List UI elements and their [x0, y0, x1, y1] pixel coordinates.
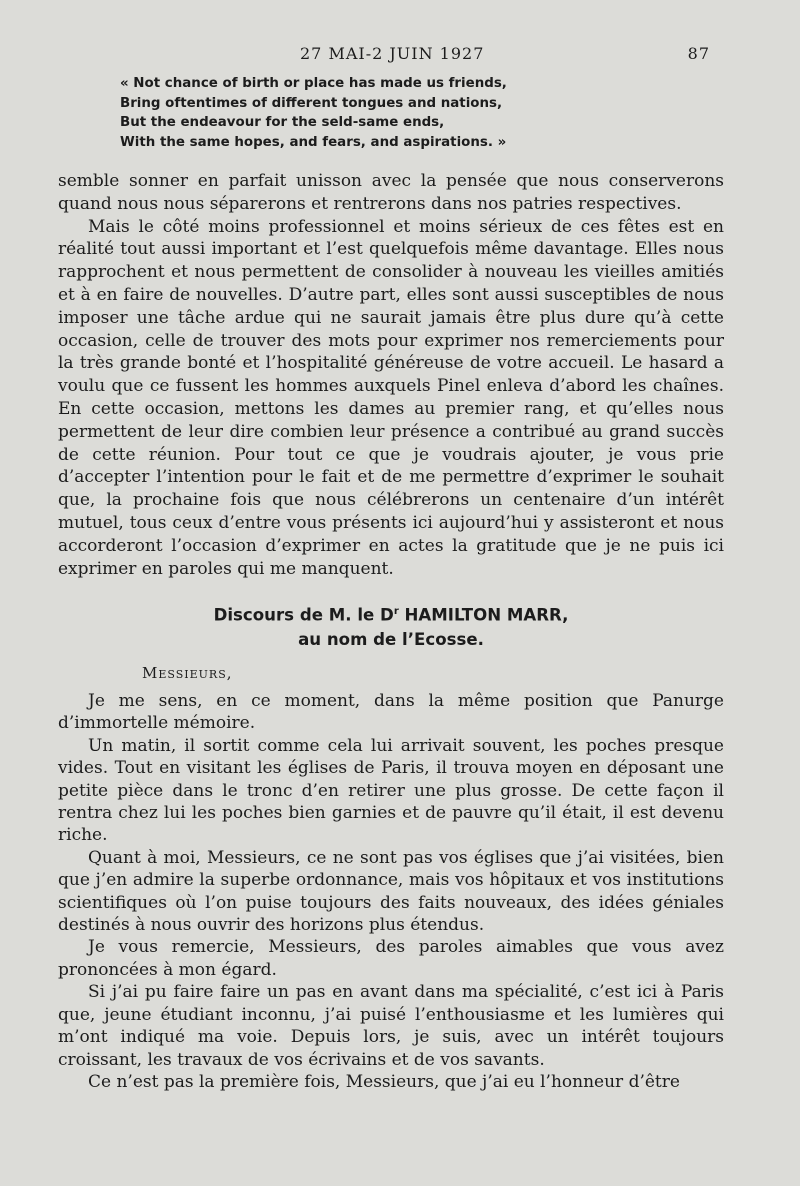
speech-paragraph: Si j’ai pu faire faire un pas en avant dans ma spécialité, c’est ici à Paris que, jeune étudiant inconnu, j’ai puisé l’enthousiasme et les lumières qui m’ont indiqué ma voie. Depuis lors, je suis, avec un intérêt toujours croissant, les travaux de vos écrivains et de vos savants. [58, 982, 724, 1070]
speech-paragraph: Ce n’est pas la première fois, Messieurs, que j’ai eu l’honneur d’être [88, 1071, 680, 1092]
poem-line: But the endeavour for the seld-same ends, [120, 115, 445, 130]
salutation: Messieurs, [142, 664, 233, 682]
poem-line: With the same hopes, and fears, and aspirations. » [120, 134, 507, 150]
poem-line: Bring oftentimes of different tongues and nations, [120, 95, 503, 111]
title-name: HAMILTON MARR, [404, 605, 569, 625]
title-sup: r [393, 606, 399, 617]
speech-paragraph: Quant à moi, Messieurs, ce ne sont pas vos églises que j’ai visitées, bien que j’en admire la superbe ordonnance, mais vos hôpitaux et vos institutions scientifiques où l’on puise toujours des faits nouveaux, des idées géniales destinés à nous ouvrir des horizons plus étendus. [58, 847, 724, 936]
section-title-line2: au nom de l’Ecosse. [298, 629, 484, 649]
poem-line: « Not chance of birth or place has made us friends, [120, 76, 507, 91]
page-number: 87 [687, 44, 710, 63]
header-date: 27 MAI-2 JUIN 1927 [300, 44, 485, 63]
speech-text [58, 690, 724, 1093]
section-title [58, 600, 724, 652]
speech-paragraph: Je me sens, en ce moment, dans la même position que Panurge d’immortelle mémoire. [58, 691, 724, 734]
body-text [58, 170, 724, 580]
section-title-line1 [58, 600, 724, 628]
speech-paragraph: Un matin, il sortit comme cela lui arrivait souvent, les poches presque vides. Tout en visitant les églises de Paris, il trouva moyen en déposant une petite pièce dans le tronc d’en retirer une plus grosse. De cette façon il rentra chez lui les poches bien garnies et de pauvre qu’il était, il est devenu riche. [58, 735, 724, 846]
body-paragraph: semble sonner en parfait unisson avec la pensée que nous conserverons quand nous nous séparerons et rentrerons dans nos patries respectives. [58, 171, 724, 214]
title-prefix: Discours de M. le D [213, 605, 394, 625]
running-header [300, 44, 720, 63]
speech-paragraph: Je vous remercie, Messieurs, des paroles aimables que vous avez prononcées à mon égard. [58, 937, 724, 980]
body-paragraph: Mais le côté moins professionnel et moins sérieux de ces fêtes est en réalité tout aussi important et l’est quelquefois même davantage. Elles nous rapprochent et nous permettent de consolider à nouveau les vieilles amitiés et à en faire de nouvelles. D’autre part, elles sont aussi susceptibles de nous imposer une tâche ardue qui ne saurait jamais être plus dure qu’à cette occasion, celle de trouver des mots pour exprimer nos remerciements pour la très grande bonté et l’hospitalité généreuse de votre accueil. Le hasard a voulu que ce fussent les hommes auxquels Pinel enleva d’abord les chaînes. En cette occasion, mettons les dames au premier rang, et qu’elles nous permettent de leur dire combien leur présence a contribué au grand succès de cette réunion. Pour tout ce que je voudrais ajouter, je vous prie d’accepter l’intention pour le fait et de me permettre d’exprimer le souhait que, la prochaine fois que nous célébrerons un centenaire d’un intérêt mutuel, tous ceux d’entre vous présents ici aujourd’hui y assisteront et nous accorderont l’occasion d’exprimer en actes la gratitude que je ne puis ici exprimer en paroles qui me manquent. [58, 216, 724, 579]
poem-quote [120, 74, 507, 152]
